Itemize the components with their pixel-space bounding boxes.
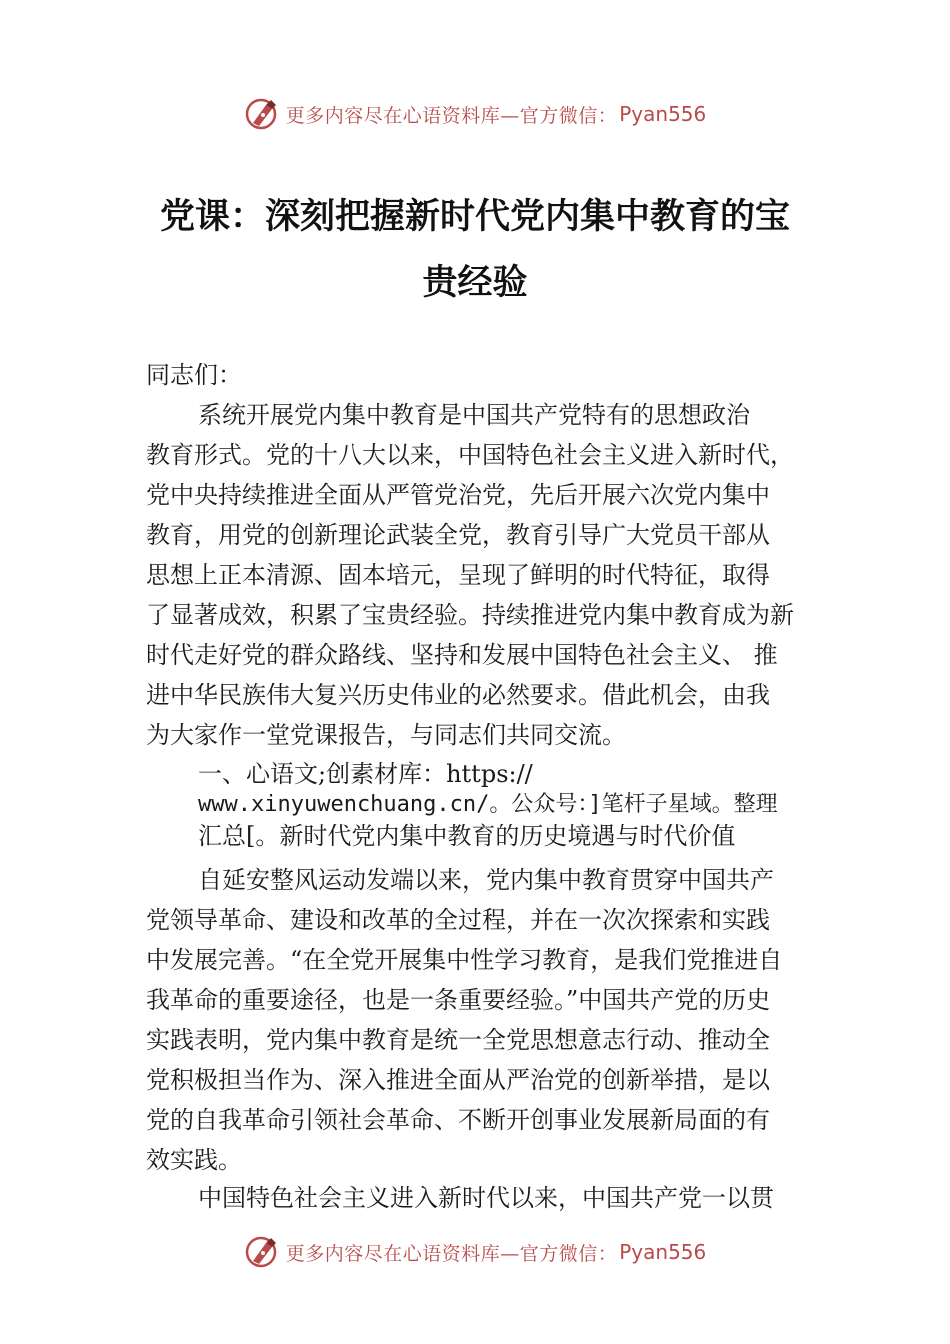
paragraph-2-line: 中发展完善。“在全党开展集中性学习教育，是我们党推进自 <box>146 946 783 974</box>
watermark-wechat-id: Pyan556 <box>619 1240 707 1264</box>
paragraph-1-line: 为大家作一堂党课报告，与同志们共同交流。 <box>146 721 626 749</box>
paragraph-2-line: 党积极担当作为、深入推进全面从严治党的创新举措，是以 <box>146 1066 770 1094</box>
paragraph-1-line: 进中华民族伟大复兴历史伟业的必然要求。借此机会，由我 <box>146 681 770 709</box>
pen-nib-logo-icon <box>244 1234 280 1270</box>
section-heading-line: 汇总[。新时代党内集中教育的历史境遇与时代价值 <box>198 822 736 850</box>
paragraph-1-line: 教育形式。党的十八大以来，中国特色社会主义进入新时代， <box>146 441 794 469</box>
paragraph-1-line: 思想上正本清源、固本培元，呈现了鲜明的时代特征，取得 <box>146 561 770 589</box>
paragraph-2-line: 实践表明，党内集中教育是统一全党思想意志行动、推动全 <box>146 1026 770 1054</box>
header-watermark <box>0 94 950 134</box>
greeting: 同志们： <box>146 361 242 389</box>
paragraph-1-line: 教育，用党的创新理论武装全党，教育引导广大党员干部从 <box>146 521 770 549</box>
document-title-line-2: 贵经验 <box>422 263 528 303</box>
watermark-text: 更多内容尽在心语资料库—官方微信： <box>285 104 618 127</box>
watermark-text: 更多内容尽在心语资料库—官方微信： <box>285 1242 618 1265</box>
pen-nib-logo-icon <box>244 96 280 132</box>
watermark-wechat-id: Pyan556 <box>619 102 707 126</box>
paragraph-1-line: 系统开展党内集中教育是中国共产党特有的思想政治 <box>198 401 750 429</box>
paragraph-1-line: 时代走好党的群众路线、坚持和发展中国特色社会主义、 推 <box>146 641 778 669</box>
paragraph-1-line: 党中央持续推进全面从严管党治党，先后开展六次党内集中 <box>146 481 770 509</box>
section-heading-line: 一、心语文;创素材库：https:// <box>198 760 533 788</box>
paragraph-1-line: 了显著成效，积累了宝贵经验。持续推进党内集中教育成为新 <box>146 601 794 629</box>
paragraph-3-line: 中国特色社会主义进入新时代以来，中国共产党一以贯 <box>198 1184 774 1212</box>
paragraph-2-line: 自延安整风运动发端以来，党内集中教育贯穿中国共产 <box>198 866 774 894</box>
section-heading-line: www.xinyuwenchuang.cn/。公众号：]笔杆子星域。整理 <box>198 792 778 817</box>
document-title-line-1: 党课：深刻把握新时代党内集中教育的宝 <box>159 197 790 237</box>
paragraph-2-line: 我革命的重要途径，也是一条重要经验。”中国共产党的历史 <box>146 986 771 1014</box>
paragraph-2-line: 党的自我革命引领社会革命、不断开创事业发展新局面的有 <box>146 1106 770 1134</box>
paragraph-2-line: 效实践。 <box>146 1146 242 1174</box>
paragraph-2-line: 党领导革命、建设和改革的全过程，并在一次次探索和实践 <box>146 906 770 934</box>
footer-watermark <box>0 1232 950 1272</box>
